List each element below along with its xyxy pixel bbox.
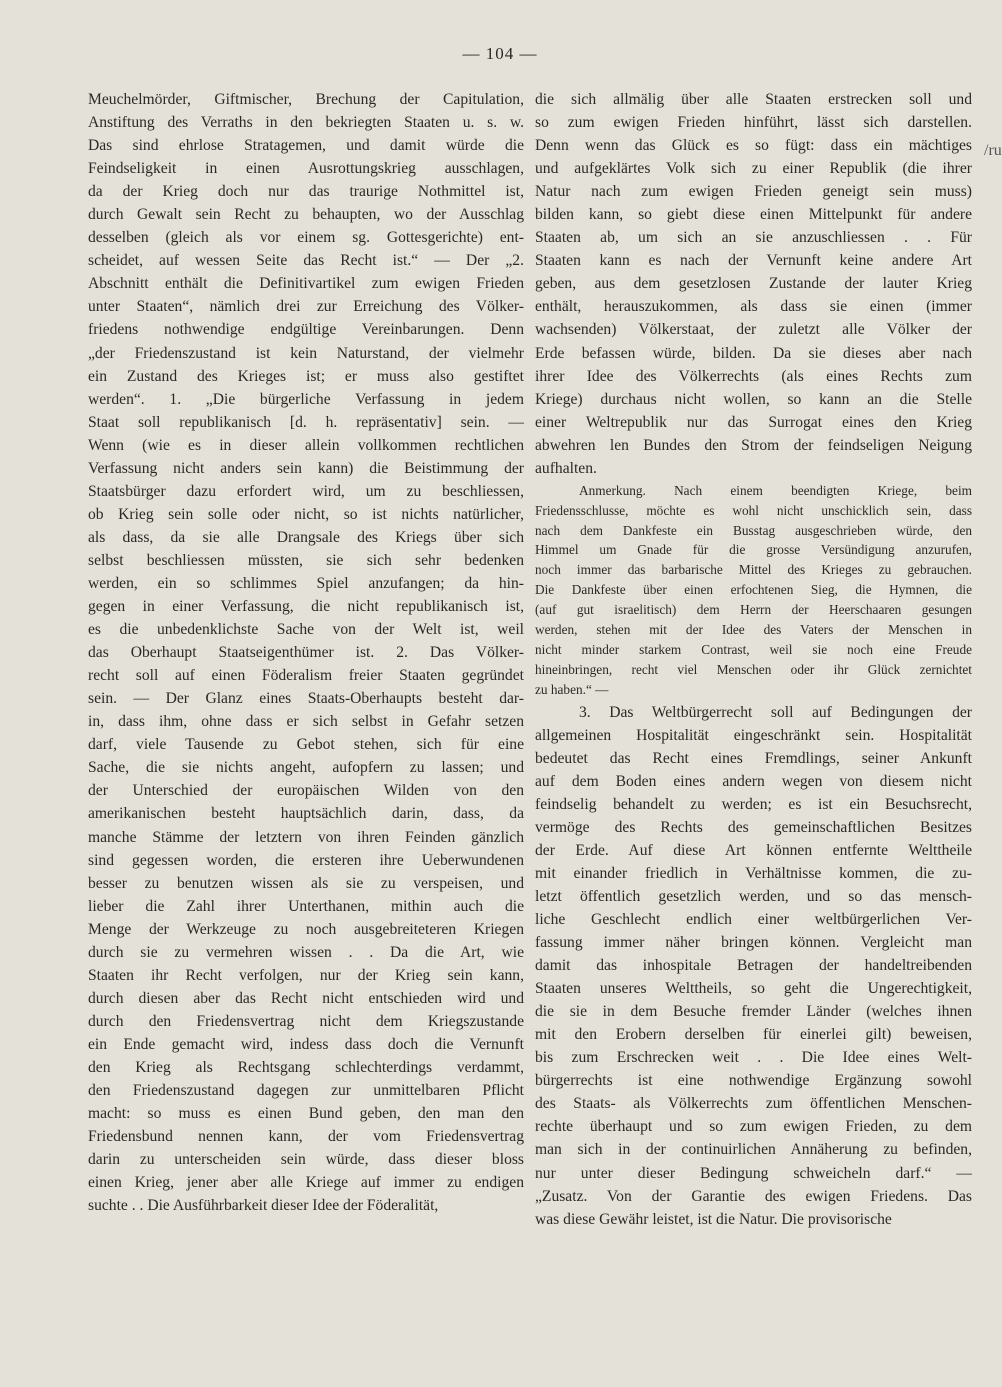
text-line: nach dem Dankfeste ein Busstag ausgeschrieben würde, den <box>535 522 972 538</box>
text-line: als dass, da sie alle Drangsale des Kriegs über sich <box>88 528 524 546</box>
text-line: man sich in der continuirlichen Annäherung zu befinden, <box>535 1141 972 1159</box>
text-line: Anmerkung. Nach einem beendigten Kriege, beim <box>579 482 972 498</box>
text-line: liche Geschlecht endlich einer weltbürgerlichen Ver- <box>535 911 972 929</box>
text-line: werden, stehen mit der Idee des Vaters der Menschen in <box>535 622 972 638</box>
text-line: mit einander friedlich in Verhältnisse kommen, die zu- <box>535 864 972 882</box>
text-line: es die unbedenklichste Sache von der Welt ist, weil <box>88 621 524 639</box>
margin-note: /ru <box>984 142 1002 159</box>
text-line: abwehren len Bundes den Strom der feindseligen Neigung <box>535 436 972 454</box>
text-line: aufhalten. <box>535 459 597 477</box>
text-line: bedeutet das Recht eines Fremdlings, seiner Ankunft <box>535 749 972 767</box>
text-line: Himmel um Gnade für die grosse Versündigung anzurufen, <box>535 542 972 558</box>
text-line: 3. Das Weltbürgerrecht soll auf Bedingungen der <box>579 703 972 721</box>
text-line: (auf gut israelitisch) dem Herrn der Heerschaaren gesungen <box>535 602 972 618</box>
text-line: darf, viele Tausende zu Gebot stehen, sich für eine <box>88 736 524 754</box>
text-line: manche Stämme der letztern von ihren Feinden gänzlich <box>88 828 524 846</box>
text-line: der Unterschied der europäischen Wilden von den <box>88 782 524 800</box>
text-line: recht soll auf einen Föderalism freier Staaten gegründet <box>88 667 524 685</box>
text-line: den Friedenszustand dagegen zur unmittelbaren Pflicht <box>88 1082 524 1100</box>
annotation-note <box>535 481 972 700</box>
text-line: den Krieg als Rechtsgang schlechterdings verdammt, <box>88 1058 524 1076</box>
text-line: noch immer das barbarische Mittel des Krieges zu gebrauchen. <box>535 562 972 578</box>
text-line: sind gegessen worden, die ersteren ihre Ueberwundenen <box>88 851 524 869</box>
text-line: durch sie zu vermehren wissen . . Da die Art, wie <box>88 943 524 961</box>
text-line: suchte . . Die Ausführbarkeit dieser Idee der Föderalität, <box>88 1197 439 1215</box>
text-line: enthält, herauszukommen, als dass sie einen (immer <box>535 298 972 316</box>
text-line: das Oberhaupt Staatseigenthümer ist. 2. Das Völker- <box>88 644 524 662</box>
text-line: zu haben.“ — <box>535 681 609 697</box>
text-line: einer Weltrepublik nur das Surrogat eines den Krieg <box>535 413 972 431</box>
text-line: allgemeinen Hospitalität eingeschränkt sein. Hospitalität <box>535 726 972 744</box>
text-line: „der Friedenszustand ist kein Naturstand, der vielmehr <box>88 344 524 362</box>
text-line: Menge der Werkzeuge zu noch ausgebreiteteren Kriegen <box>88 920 524 938</box>
text-line: ein Zustand des Krieges ist; er muss also gestiftet <box>88 367 524 385</box>
text-line: Abschnitt enthält die Definitivartikel zum ewigen Frieden <box>88 275 524 293</box>
text-line: wachsenden) Völkerstaat, der zuletzt alle Völker der <box>535 321 972 339</box>
text-line: die sie in dem Besuche fremder Länder (welches ihnen <box>535 1003 972 1021</box>
text-line: friedens nothwendige endgültige Vereinbarungen. Denn <box>88 321 524 339</box>
text-line: ob Krieg sein solle oder nicht, so ist nichts natürlicher, <box>88 505 524 523</box>
text-line: Denn wenn das Glück es so fügt: dass ein mächtiges <box>535 137 972 155</box>
text-line: Anstiftung des Verraths in den bekriegten Staaten u. s. w. <box>88 114 524 132</box>
text-line: der Erde. Auf diese Art können entfernte Welttheile <box>535 841 972 859</box>
right-column-top <box>535 88 972 480</box>
text-line: ein Ende gemacht wird, indess dass doch die Vernunft <box>88 1035 524 1053</box>
text-line: Die Dankfeste über einen erfochtenen Sieg, die Hymnen, die <box>535 582 972 598</box>
text-line: und aufgeklärtes Volk sich zu einer Republik (die ihrer <box>535 160 972 178</box>
right-column <box>535 88 972 1231</box>
text-line: Staatsbürger dazu erfordert wird, um zu beschliessen, <box>88 482 524 500</box>
text-line: Friedensschlusse, möchte es wohl nicht unschicklich sein, dass <box>535 502 972 518</box>
text-line: damit das inhospitale Betragen der handeltreibenden <box>535 957 972 975</box>
text-line: unter Staaten“, nämlich drei zur Erreichung des Völker- <box>88 298 524 316</box>
text-line: rechte überhaupt und so zum ewigen Frieden, zu dem <box>535 1118 972 1136</box>
text-line: Wenn (wie es in dieser allein vollkommen rechtlichen <box>88 436 524 454</box>
text-line: Staaten ihr Recht verfolgen, nur der Krieg sein kann, <box>88 966 524 984</box>
text-line: macht: so muss es einen Bund geben, den man den <box>88 1105 524 1123</box>
text-line: sein. — Der Glanz eines Staats-Oberhaupts besteht dar- <box>88 690 524 708</box>
text-line: scheidet, auf wessen Seite das Recht ist.“ — Der „2. <box>88 252 524 270</box>
text-line: Erde befassen würde, bilden. Da sie dieses aber nach <box>535 344 972 362</box>
text-line: lieber die Zahl ihrer Unterthanen, mithin auch die <box>88 897 524 915</box>
text-line: durch den Friedensvertrag nicht dem Kriegszustande <box>88 1012 524 1030</box>
text-line: gegen in einer Verfassung, die nicht republikanisch ist, <box>88 598 524 616</box>
text-line: fassung immer näher bringen können. Vergleicht man <box>535 934 972 952</box>
text-line: vermöge des Rechts des gemeinschaftlichen Besitzes <box>535 818 972 836</box>
text-line: Natur nach zum ewigen Frieden geneigt sein muss) <box>535 183 972 201</box>
text-line: durch Gewalt sein Recht zu behaupten, wo der Ausschlag <box>88 206 524 224</box>
text-line: durch diesen aber das Recht nicht entschieden wird und <box>88 989 524 1007</box>
text-line: bilden kann, so giebt diese einen Mittelpunkt für andere <box>535 206 972 224</box>
text-line: einen Krieg, jener aber alle Kriege auf immer zu endigen <box>88 1174 524 1192</box>
page-number: — 104 — <box>462 44 538 63</box>
text-line: so zum ewigen Frieden hinführt, lässt sich darstellen. <box>535 114 972 132</box>
text-line: Das sind ehrlose Stratagemen, und damit würde die <box>88 137 524 155</box>
text-line: letzt öffentlich gesetzlich werden, und so das mensch- <box>535 887 972 905</box>
text-line: was diese Gewähr leistet, ist die Natur. Die provisorische <box>535 1210 892 1228</box>
text-line: bis zum Erschrecken weit . . Die Idee eines Welt- <box>535 1049 972 1067</box>
text-line: geben, aus dem gesetzlosen Zustande der lauter Krieg <box>535 275 972 293</box>
text-line: Sache, die sie nichts angeht, aufopfern zu lassen; und <box>88 759 524 777</box>
text-line: Friedensbund nennen kann, der vom Friedensvertrag <box>88 1128 524 1146</box>
text-line: Feindseligkeit in einen Ausrottungskrieg ausschlagen, <box>88 160 524 178</box>
text-line: Staaten unseres Welttheils, so geht die Ungerechtigkeit, <box>535 980 972 998</box>
text-line: des Staats- als Völkerrechts zum öffentlichen Menschen- <box>535 1095 972 1113</box>
text-line: darin zu unterscheiden sein würde, dass dieser bloss <box>88 1151 524 1169</box>
text-line: werden, ein so schlimmes Spiel anzufangen; da hin- <box>88 574 524 592</box>
right-column-bottom <box>535 701 972 1231</box>
text-line: da der Krieg doch nur das traurige Nothmittel ist, <box>88 183 524 201</box>
text-line: in, dass ihm, ohne dass er sich selbst in Gefahr setzen <box>88 713 524 731</box>
text-line: bürgerrechts ist eine nothwendige Ergänzung sowohl <box>535 1072 972 1090</box>
text-line: mit den Erobern derselben für einerlei gilt) beweisen, <box>535 1026 972 1044</box>
text-line: Verfassung nicht anders sein kann) die Beistimmung der <box>88 459 524 477</box>
text-line: nicht minder starkem Contrast, weil sie noch eine Freude <box>535 641 972 657</box>
text-line: amerikanischen besteht hauptsächlich darin, dass, da <box>88 805 524 823</box>
text-line: ihrer Idee des Völkerrechts (als eines Rechts zum <box>535 367 972 385</box>
left-column <box>88 88 524 1217</box>
text-line: werden“. 1. „Die bürgerliche Verfassung in jedem <box>88 390 524 408</box>
text-line: „Zusatz. Von der Garantie des ewigen Friedens. Das <box>535 1187 972 1205</box>
text-line: nur unter dieser Bedingung schweicheln darf.“ — <box>535 1164 972 1182</box>
text-line: Kriege) durchaus nicht wollen, so kann an die Stelle <box>535 390 972 408</box>
text-line: Meuchelmörder, Giftmischer, Brechung der Capitulation, <box>88 91 524 108</box>
text-line: selbst beschliessen müssten, sie sich sehr bedenken <box>88 551 524 569</box>
text-line: Staaten kann es nach der Vernunft keine andere Art <box>535 252 972 270</box>
text-line: desselben (gleich als vor einem sg. Gottesgerichte) ent- <box>88 229 524 247</box>
text-line: Staat soll republikanisch [d. h. repräsentativ] sein. — <box>88 413 524 431</box>
text-line: feindselig behandelt zu werden; es ist ein Besuchsrecht, <box>535 795 972 813</box>
text-line: hineinbringen, recht viel Menschen oder ihr Glück zernichtet <box>535 661 972 677</box>
text-line: besser zu benutzen wissen als sie zu verspeisen, und <box>88 874 524 892</box>
text-line: auf dem Boden eines andern wegen von diesem nicht <box>535 772 972 790</box>
text-line: die sich allmälig über alle Staaten erstrecken soll und <box>535 91 972 108</box>
text-line: Staaten ab, um sich an sie anzuschliessen . . Für <box>535 229 972 247</box>
